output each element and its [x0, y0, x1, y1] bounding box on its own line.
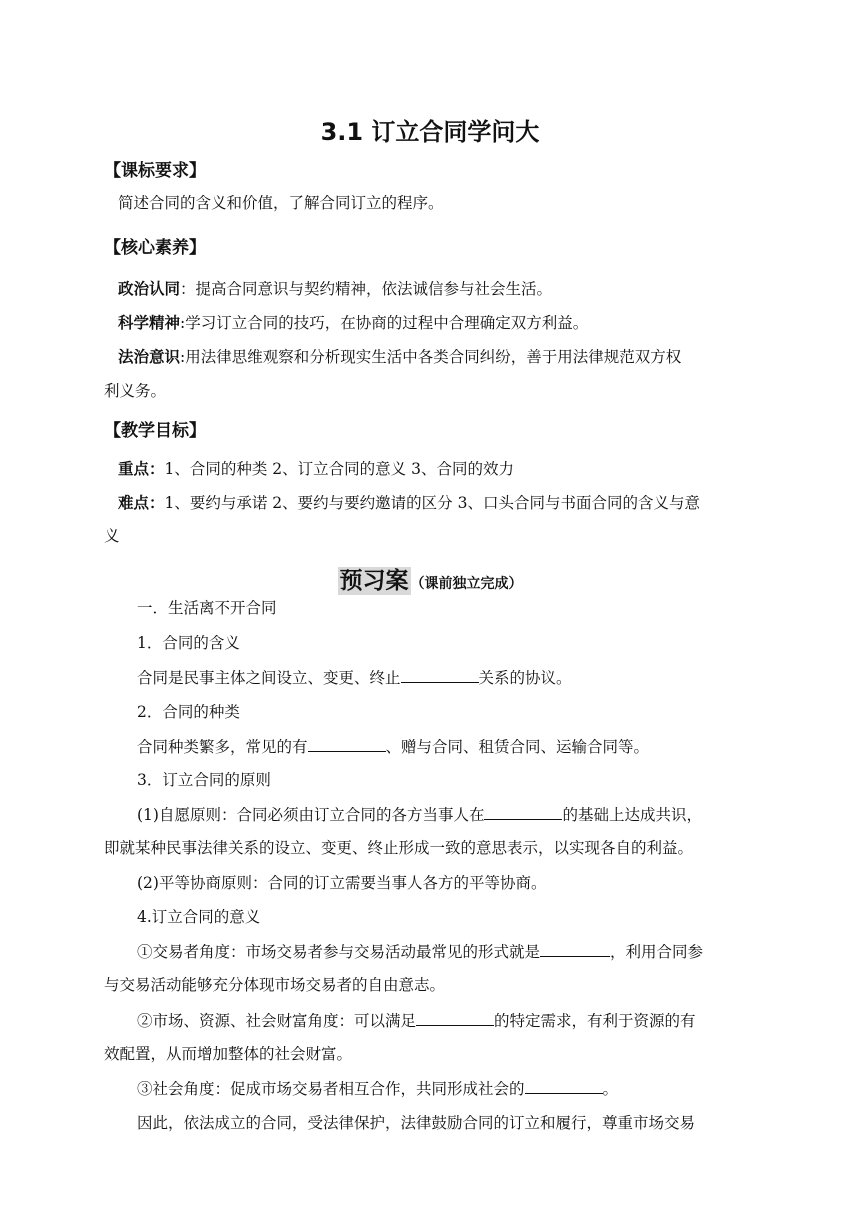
item4-1-line — [137, 941, 703, 962]
hexin-kexue — [118, 313, 588, 333]
yuxi-title-row — [0, 562, 860, 595]
heading-hexin: 【核心素养】 — [104, 238, 206, 258]
fill-blank[interactable] — [525, 1078, 603, 1094]
yuxi-title: 预习案 — [339, 568, 409, 594]
item3-1-line — [137, 804, 702, 825]
zhongdian-line — [118, 459, 514, 479]
item4-1-text-a: ①交易者角度：市场交易者参与交易活动最常见的形式就是 — [137, 943, 541, 961]
item4-2-text-b: 的特定需求，有利于资源的有 — [494, 1012, 696, 1030]
kexue-label: 科学精神 — [118, 314, 181, 332]
fazhi-label: 法治意识 — [118, 348, 181, 366]
page-title: 3.1 订立合同学问大 — [320, 118, 540, 146]
item4-2-line — [137, 1010, 696, 1031]
heading-kebiao: 【课标要求】 — [104, 161, 206, 181]
item1-heading: 1．合同的含义 — [137, 634, 240, 652]
kexue-text: :学习订立合同的技巧，在协商的过程中合理确定双方利益。 — [180, 314, 589, 332]
nandian-label: 难点： — [118, 494, 165, 512]
item4-heading: 4.订立合同的意义 — [137, 908, 261, 926]
nandian-line — [118, 493, 700, 513]
zhongdian-label: 重点： — [118, 460, 165, 478]
zhengzhi-label: 政治认同 — [118, 280, 181, 298]
item3-1-text-a: (1)自愿原则：合同必须由订立合同的各方当事人在 — [137, 806, 485, 824]
conclusion-line: 因此，依法成立的合同，受法律保护，法律鼓励合同的订立和履行，尊重市场交易 — [137, 1114, 696, 1132]
item2-line — [137, 736, 649, 757]
item4-2-text-a: ②市场、资源、社会财富角度：可以满足 — [137, 1012, 417, 1030]
item2-heading: 2．合同的种类 — [137, 703, 240, 721]
item4-2-cont: 效配置，从而增加整体的社会财富。 — [104, 1045, 353, 1063]
nandian-text: 1、要约与承诺 2、要约与要约邀请的区分 3、口头合同与书面合同的含义与意 — [164, 494, 700, 512]
fill-blank[interactable] — [308, 736, 386, 752]
item4-3-text-a: ③社会角度：促成市场交易者相互合作，共同形成社会的 — [137, 1080, 525, 1098]
hexin-zhengzhi — [118, 279, 552, 299]
fill-blank[interactable] — [484, 804, 562, 820]
item4-3-line — [137, 1078, 618, 1099]
item4-1-cont: 与交易活动能够充分体现市场交易者的自由意志。 — [104, 976, 446, 994]
nandian-text-cont: 义 — [104, 527, 120, 545]
fazhi-text: :用法律思维观察和分析现实生活中各类合同纠纷，善于用法律规范双方权 — [180, 348, 682, 366]
item3-heading: 3．订立合同的原则 — [137, 771, 271, 789]
item1-text-a: 合同是民事主体之间设立、变更、终止 — [137, 669, 401, 687]
item1-line — [137, 667, 572, 688]
hexin-fazhi — [118, 347, 681, 367]
zhongdian-text: 1、合同的种类 2、订立合同的意义 3、合同的效力 — [164, 460, 514, 478]
item2-text-a: 合同种类繁多，常见的有 — [137, 738, 308, 756]
item3-2-line: (2)平等协商原则：合同的订立需要当事人各方的平等协商。 — [137, 874, 547, 892]
part1-heading: 一．生活离不开合同 — [137, 599, 277, 617]
kebiao-text: 简述合同的含义和价值，了解合同订立的程序。 — [118, 194, 444, 212]
zhengzhi-text: ：提高合同意识与契约精神，依法诚信参与社会生活。 — [180, 280, 553, 298]
item4-1-text-b: ，利用合同参 — [610, 943, 704, 961]
fill-blank[interactable] — [416, 1010, 494, 1026]
yuxi-subtitle: （课前独立完成） — [410, 576, 523, 592]
item2-text-b: 、赠与合同、租赁合同、运输合同等。 — [385, 738, 650, 756]
item4-3-text-b: 。 — [602, 1080, 619, 1098]
item3-1-cont: 即就某种民事法律关系的设立、变更、终止形成一致的意思表示，以实现各自的利益。 — [104, 839, 694, 857]
fill-blank[interactable] — [401, 667, 479, 683]
fill-blank[interactable] — [540, 941, 610, 957]
heading-jiaoxue: 【教学目标】 — [104, 421, 206, 441]
item3-1-text-b: 的基础上达成共识， — [562, 806, 702, 824]
fazhi-text-cont: 利义务。 — [104, 382, 167, 400]
item1-text-b: 关系的协议。 — [478, 669, 572, 687]
